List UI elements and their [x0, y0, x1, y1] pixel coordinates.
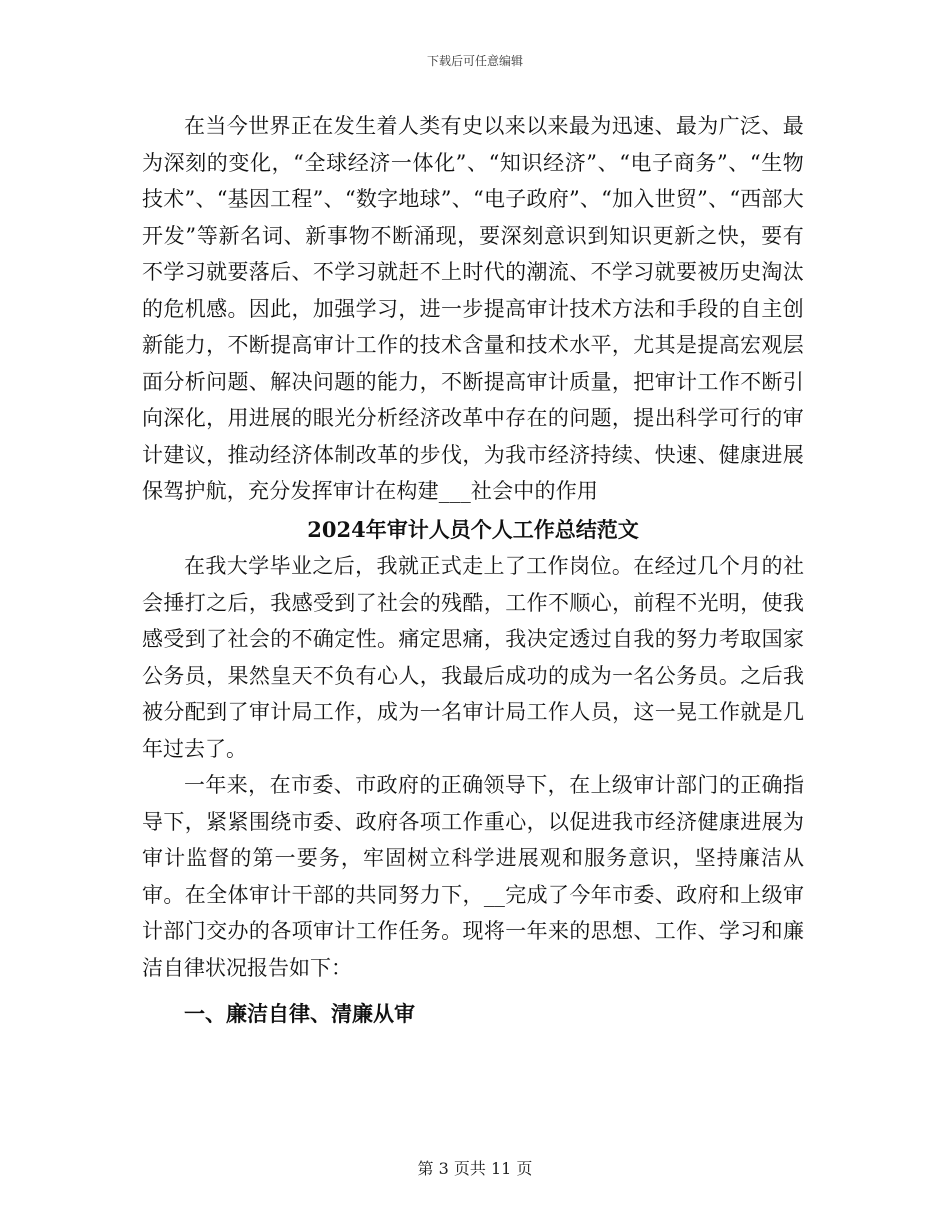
- page-number: 第 3 页共 11 页: [417, 1159, 533, 1178]
- document-body: [142, 108, 804, 1033]
- document-title: 2024年审计人员个人工作总结范文: [307, 516, 639, 542]
- paragraph-1: 在当今世界正在发生着人类有史以来以来最为迅速、最为广泛、最为深刻的变化，“全球经济一体化”、“知识经济”、“电子商务”、“生物技术”、“基因工程”、“数字地球”、“电子政府”、“加入世贸”、“西部大开发”等新名词、新事物不断涌现，要深刻意识到知识更新之快，要有不学习就要落后、不学习就赶不上时代的潮流、不学习就要被历史淘汰的危机感。因此，加强学习，进一步提高审计技术方法和手段的自主创新能力，不断提高审计工作的技术含量和技术水平，尤其是提高宏观层面分析问题、解决问题的能力，不断提高审计质量，把审计工作不断引向深化，用进展的眼光分析经济改革中存在的问题，提出科学可行的审计建议，推动经济体制改革的步伐，为我市经济持续、快速、健康进展保驾护航，充分发挥审计在构建___社会中的作用: [142, 114, 804, 503]
- paragraph-2: 在我大学毕业之后，我就正式走上了工作岗位。在经过几个月的社会捶打之后，我感受到了社会的残酷，工作不顺心，前程不光明，使我感受到了社会的不确定性。痛定思痛，我决定透过自我的努力考取国家公务员，果然皇天不负有心人，我最后成功的成为一名公务员。之后我被分配到了审计局工作，成为一名审计局工作人员，这一晃工作就是几年过去了。: [142, 554, 804, 761]
- header-note: 下载后可任意编辑: [426, 54, 523, 68]
- paragraph-3: 一年来，在市委、市政府的正确领导下，在上级审计部门的正确指导下，紧紧围绕市委、政府各项工作重心，以促进我市经济健康进展为审计监督的第一要务，牢固树立科学进展观和服务意识，坚持廉洁从审。在全体审计干部的共同努力下，__完成了今年市委、政府和上级审计部门交办的各项审计工作任务。现将一年来的思想、工作、学习和廉洁自律状况报告如下：: [142, 773, 804, 980]
- section-heading: 一、廉洁自律、清廉从审: [184, 1002, 415, 1026]
